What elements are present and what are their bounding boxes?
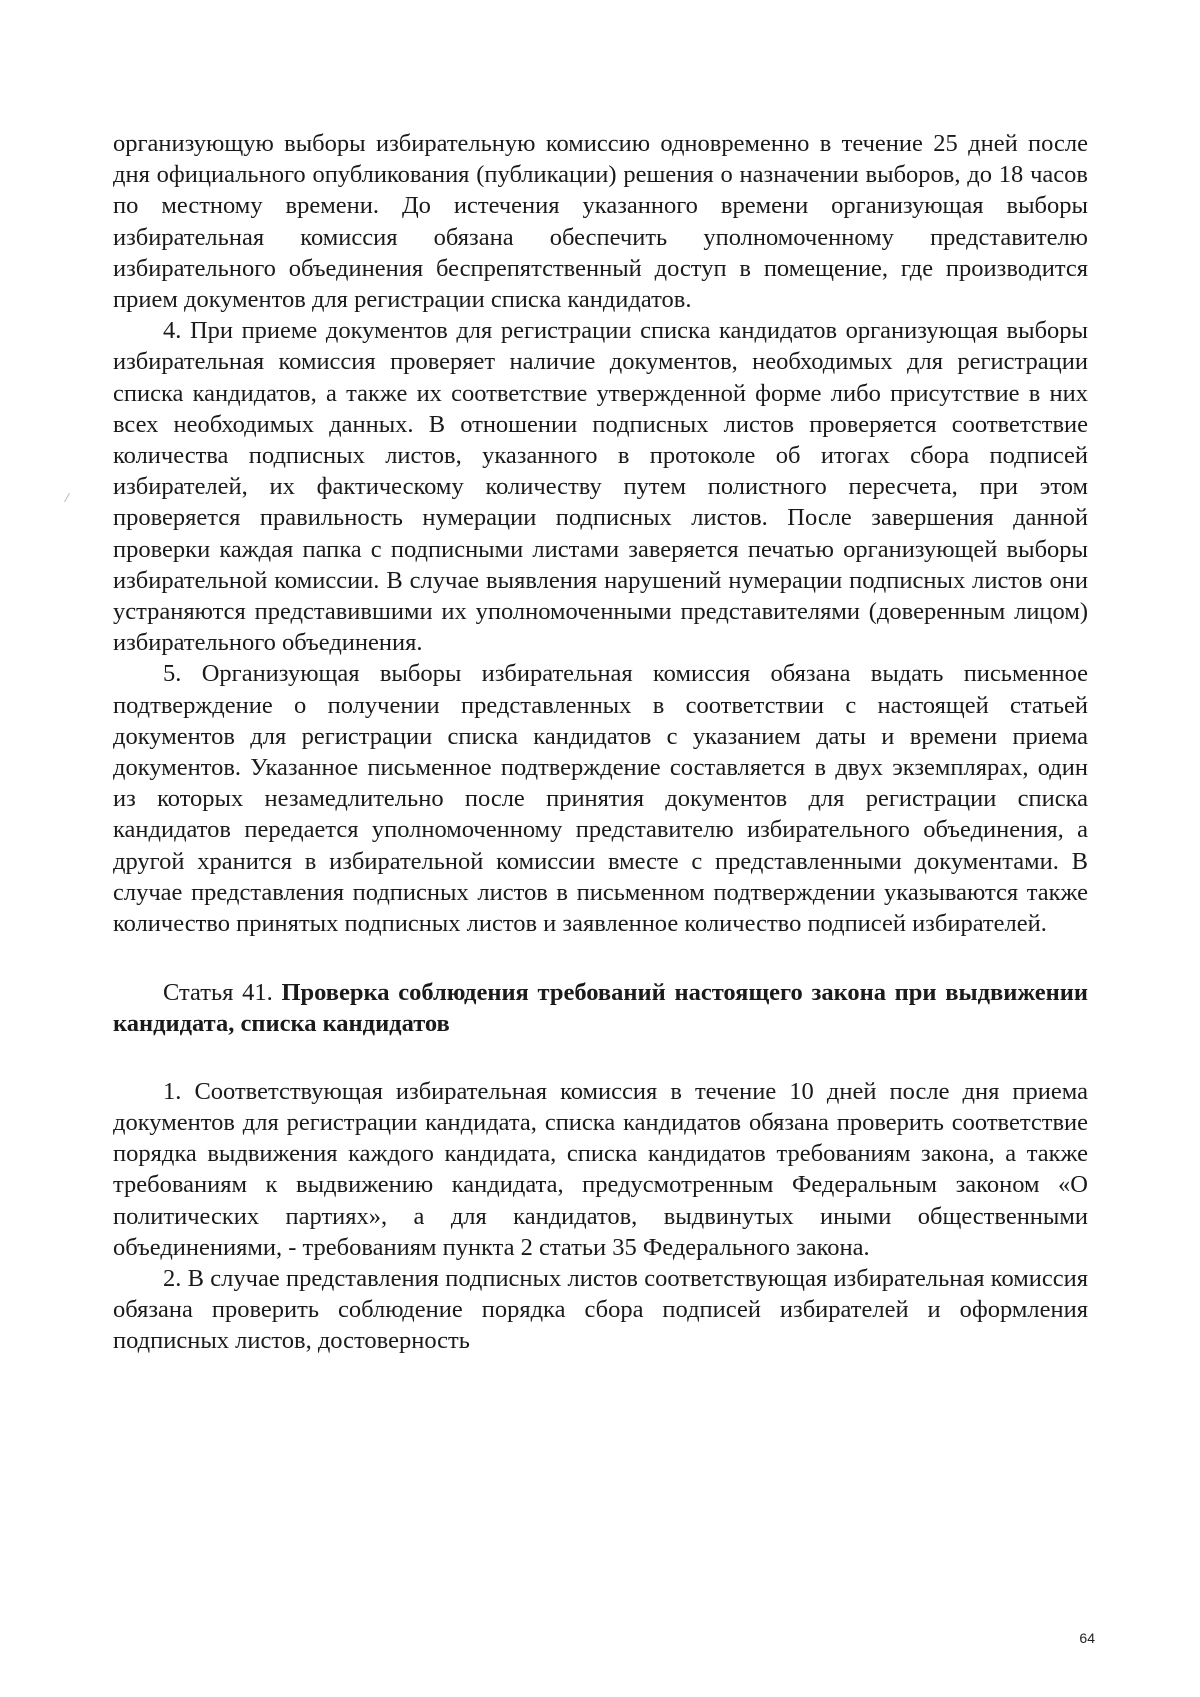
article-title: Проверка соблюдения требований настоящего закона при выдвижении кандидата, списка кандидатов	[113, 979, 1089, 1038]
article-heading	[113, 977, 1088, 1039]
article-paragraph-2: 2. В случае представления подписных листов соответствующая избирательная комиссия обязана проверить соблюдение порядка сбора подписей избирателей и оформления подписных листов, достоверность	[113, 1264, 1088, 1355]
paragraph-item-4: 4. При приеме документов для регистрации списка кандидатов организующая выборы избирательная комиссия проверяет наличие документов, необходимых для регистрации списка кандидатов, а также их соответствие утвержденной форме либо присутствие в них всех необходимых данных. В отношении подписных листов проверяется соответствие количества подписных листов, указанного в протоколе об итогах сбора подписей избирателей, их фактическому количеству путем полистного пересчета, при этом проверяется правильность нумерации подписных листов. После завершения данной проверки каждая папка с подписными листами заверяется печатью организующей выборы избирательной комиссии. В случае выявления нарушений нумерации подписных листов они устраняются представившими их уполномоченными представителями (доверенным лицом) избирательного объединения.	[113, 317, 1088, 657]
page-number: 64	[1079, 1630, 1095, 1646]
scan-artifact	[64, 493, 70, 502]
paragraph-item-5: 5. Организующая выборы избирательная комиссия обязана выдать письменное подтверждение о получении представленных в соответствии с настоящей статьей документов для регистрации списка кандидатов с указанием даты и времени приема документов. Указанное письменное подтверждение составляется в двух экземплярах, один из которых незамедлительно после принятия документов для регистрации списка кандидатов передается уполномоченному представителю избирательного объединения, а другой хранится в избирательной комиссии вместе с представленными документами. В случае представления подписных листов в письменном подтверждении указываются также количество принятых подписных листов и заявленное количество подписей избирателей.	[113, 660, 1088, 938]
article-label: Статья 41.	[163, 979, 273, 1007]
article-paragraph-1: 1. Соответствующая избирательная комиссия в течение 10 дней после дня приема документов для регистрации кандидата, списка кандидатов обязана проверить соответствие порядка выдвижения каждого кандидата, списка кандидатов требованиям закона, а также требованиям к выдвижению кандидата, предусмотренным Федеральным законом «О политических партиях», а для кандидатов, выдвинутых иными общественными объединениями, - требованиям пункта 2 статьи 35 Федерального закона.	[113, 1077, 1088, 1261]
document-page	[113, 128, 1088, 1357]
paragraph-continuation: организующую выборы избирательную комиссию одновременно в течение 25 дней после дня официального опубликования (публикации) решения о назначении выборов, до 18 часов по местному времени. До истечения указанного времени организующая выборы избирательная комиссия обязана обеспечить уполномоченному представителю избирательного объединения беспрепятственный доступ в помещение, где производится прием документов для регистрации списка кандидатов.	[113, 130, 1088, 314]
